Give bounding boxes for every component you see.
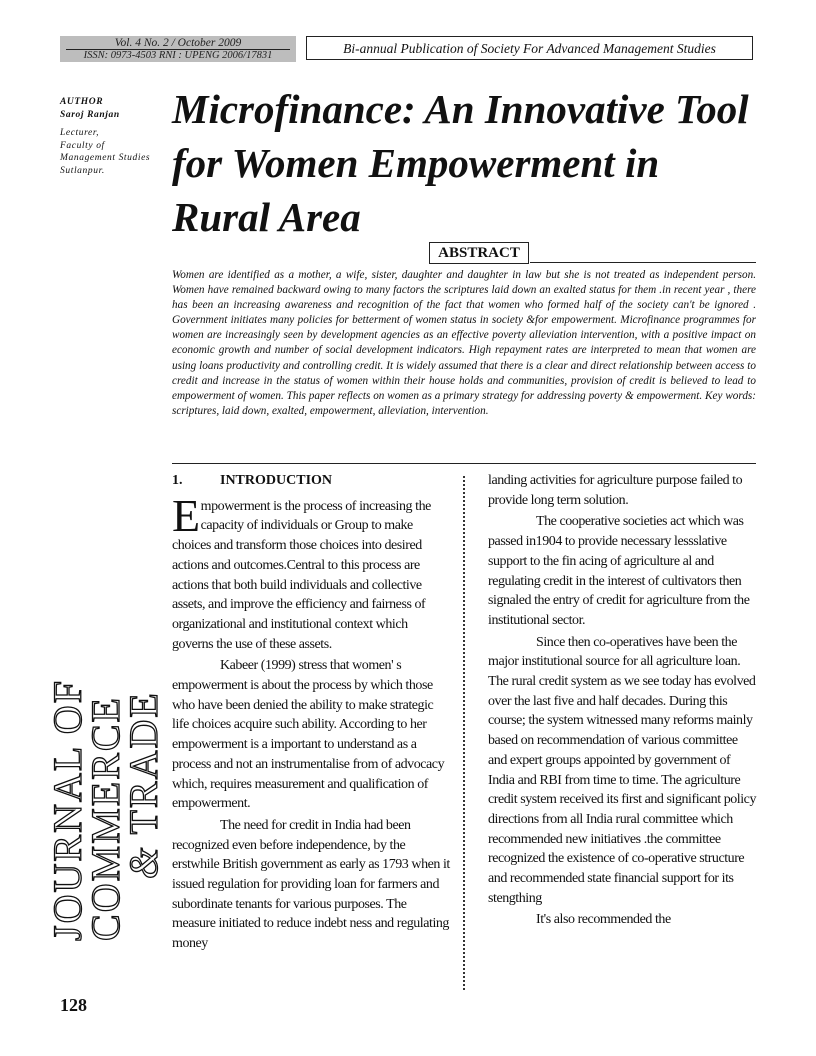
author-affiliation-line: Management Studies: [60, 153, 151, 163]
body-paragraph: The need for credit in India had been recognized even before independence, by the erstwhile British government as early as 1793 when it issued regulation for providing loan for farmers and subordinate tenants for various purposes. The measure initiated to reduce indebt ness and regulating money: [172, 817, 450, 952]
body-paragraph: landing activities for agriculture purpose failed to provide long term solution.: [488, 473, 743, 508]
column-divider: [463, 476, 465, 990]
logo-line-journal-of: JOURNAL OF: [45, 679, 90, 941]
section-title: INTRODUCTION: [220, 473, 333, 488]
logo-line-commerce: COMMERCE: [83, 696, 128, 941]
section-rule: [172, 463, 756, 464]
issn-info: ISSN: 0973-4503 RNI : UPENG 2006/17831: [83, 50, 273, 61]
body-paragraph: [172, 489, 450, 655]
body-paragraph: It's also recommended the: [536, 912, 671, 928]
volume-issn-box: [60, 36, 296, 62]
paragraph-text: mpowerment is the process of increasing the capacity of individuals or Group to make choices and transform those choices into desired actions and outcomes.Central to this process are actions that both build individuals and collective assets, and improve the efficiency and fairness of organizational and institutional context which governs the use of these assets.: [172, 498, 431, 652]
volume-info: Vol. 4 No. 2 / October 2009: [114, 37, 242, 49]
publication-banner: Bi-annual Publication of Society For Advanced Management Studies: [306, 36, 753, 60]
body-column-left: [172, 471, 450, 956]
body-paragraph: The cooperative societies act which was passed in1904 to provide necessary lessslative support to the fin acing of agriculture al and regulating credit in the interest of cultivators then signaled the entry of credit for agriculture from the institutional sector.: [488, 514, 750, 628]
article-title: Microfinance: An Innovative Tool for Women Empowerment in Rural Area: [172, 86, 749, 240]
author-heading: AUTHOR: [60, 97, 104, 107]
page-number: 128: [60, 995, 87, 1015]
abstract-rule: [530, 262, 756, 263]
author-name: Saroj Ranjan: [60, 109, 120, 120]
section-heading: [172, 471, 450, 491]
author-affiliation-line: Lecturer,: [60, 128, 100, 138]
journal-logo-text: [45, 679, 166, 941]
abstract-label: ABSTRACT: [429, 242, 529, 264]
abstract-text: Women are identified as a mother, a wife, sister, daughter and daughter in law but she is not treated as independent person. Women have remained backward owing to many factors the scriptures laid down an exalted status for them .in recent year , there has been an increasing awareness and recognition of the fact that women who formed half of the society can't be ignored . Government initiates many policies for betterment of women status in society &for empowerment. Microfinance programmes for women are increasingly seen by development agencies as an effective poverty alleviation intervention, with a positive impact on economic growth and number of social development indicators. High repayment rates are interpreted to mean that women are using loans productivity and controlling credit. It is widely assumed that there is a clear and direct relationship between access to credit and increase in the status of women within their house holds and communities, provision of credit is believed to lead to empowerment of women. This paper reflects on women as a primary strategy for addressing poverty & empowerment. Key words: scriptures, laid down, exalted, empowerment, alleviation, intervention.: [172, 269, 756, 417]
author-affiliation-line: Faculty of: [60, 140, 105, 151]
logo-trade-word: TRADE: [121, 691, 166, 835]
author-affiliation-line: Sutlanpur.: [60, 165, 105, 176]
body-paragraph: Kabeer (1999) stress that women' s empowerment is about the process by which those who have been denied the ability to make strategic life choices acquire such ability. According to her empowerment is a important to understand as a process and not an instrumentalise from of advocacy which, requires measurement and qualification of empowerment.: [172, 658, 445, 812]
body-column-right: [488, 471, 758, 932]
body-paragraph: Since then co-operatives have been the major institutional source for all agriculture loan. The rural credit system as we see today has evolved over the last five and half decades. During this course; the system witnessed many reforms mainly based on recommendation of various committee and expert groups appointed by government of India and RBI from time to time. The agriculture credit system received its first and significant policy directions from all India rural committee which recommended new initiatives .the committee recognized the existence of co-operative structure and recommended state financial support for its stengthing: [488, 634, 756, 906]
section-number: 1.: [172, 473, 183, 488]
author-block: [60, 96, 170, 177]
drop-cap: E: [172, 489, 200, 541]
logo-line-trade: [121, 679, 166, 941]
logo-ampersand: &: [121, 845, 166, 879]
journal-logo: [45, 640, 166, 980]
